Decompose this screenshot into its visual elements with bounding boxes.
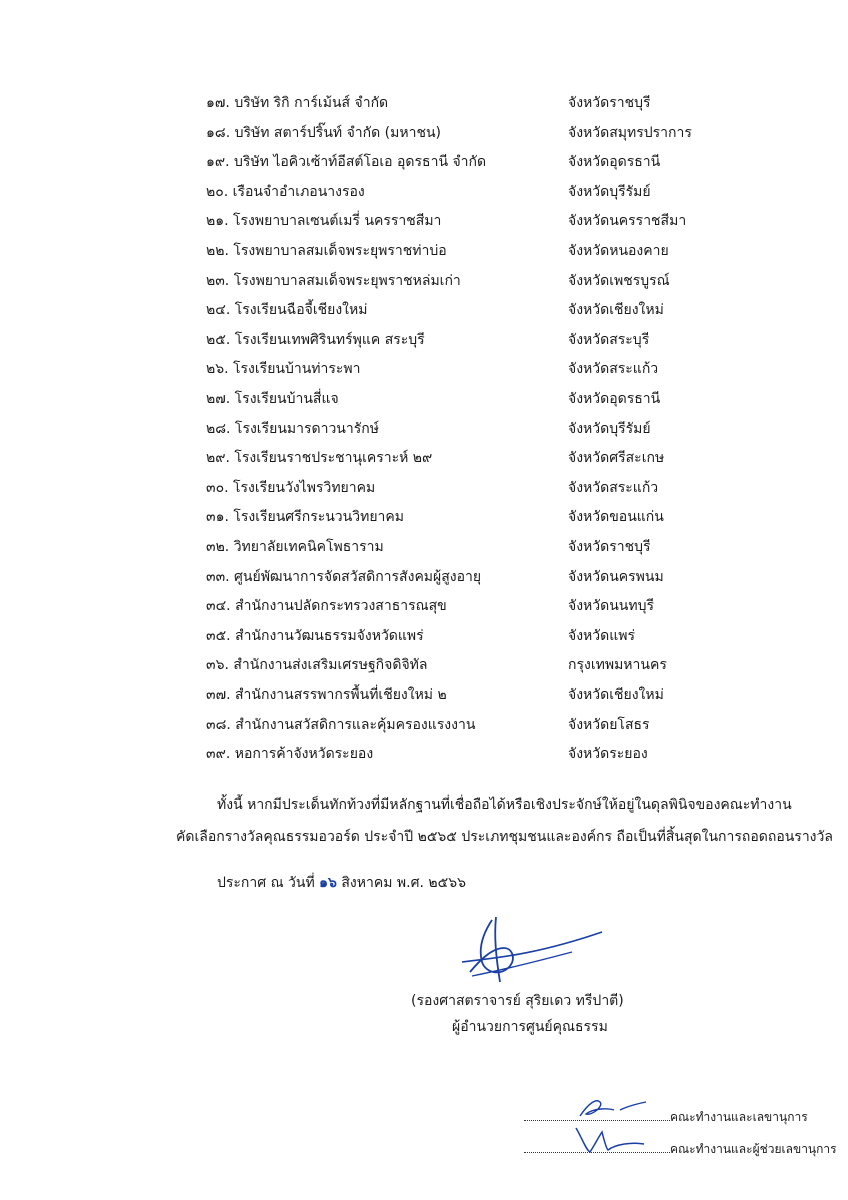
province-name: จังหวัดเพชรบูรณ์ bbox=[568, 272, 670, 289]
organization-name: ๒๐. เรือนจำอำเภอนางรอง bbox=[206, 183, 365, 200]
acknowledgement-label-2: คณะทำงานและผู้ช่วยเลขานุการ bbox=[670, 1142, 837, 1156]
organization-name: ๓๙. หอการค้าจังหวัดระยอง bbox=[206, 746, 374, 763]
organization-name: ๒๘. โรงเรียนมารดาวนารักษ์ bbox=[206, 420, 379, 437]
statement-line-1: ทั้งนี้ หากมีประเด็นทักท้วงที่มีหลักฐานที่เชื่อถือได้หรือเชิงประจักษ์ให้อยู่ในดุลพินิจของคณะทำงาน bbox=[217, 797, 792, 813]
organization-name: ๒๒. โรงพยาบาลสมเด็จพระยุพราชท่าบ่อ bbox=[206, 243, 447, 259]
province-name: จังหวัดนครราชสีมา bbox=[568, 213, 687, 230]
organization-name: ๒๓. โรงพยาบาลสมเด็จพระยุพราชหล่มเก่า bbox=[206, 272, 461, 289]
acknowledgement-line-2 bbox=[524, 1140, 837, 1159]
organization-name: ๑๗. บริษัท ริกิ การ์เม้นส์ จำกัด bbox=[206, 95, 389, 111]
organization-name: ๓๘. สำนักงานสวัสดิการและคุ้มครองแรงงาน bbox=[206, 716, 476, 733]
province-name: จังหวัดสระแก้ว bbox=[568, 361, 659, 378]
province-name: จังหวัดสมุทรปราการ bbox=[568, 124, 692, 141]
province-name: จังหวัดหนองคาย bbox=[568, 243, 669, 259]
province-name: จังหวัดเชียงใหม่ bbox=[568, 687, 664, 703]
announcement-date bbox=[217, 872, 466, 894]
organization-name: ๓๗. สำนักงานสรรพากรพื้นที่เชียงใหม่ ๒ bbox=[206, 687, 447, 703]
announcement-day: ๑๖ bbox=[319, 875, 337, 891]
province-name: จังหวัดสระแก้ว bbox=[568, 479, 659, 496]
list-item bbox=[0, 623, 848, 649]
list-item bbox=[0, 564, 848, 590]
organization-name: ๓๓. ศูนย์พัฒนาการจัดสวัสดิการสังคมผู้สูงอายุ bbox=[206, 568, 482, 585]
organization-name: ๓๑. โรงเรียนศรีกระนวนวิทยาคม bbox=[206, 509, 404, 526]
organization-name: ๒๑. โรงพยาบาลเซนต์เมรี่ นครราชสีมา bbox=[206, 213, 442, 230]
list-item bbox=[0, 593, 848, 619]
dotted-line bbox=[524, 1140, 670, 1153]
list-item bbox=[0, 297, 848, 323]
list-item bbox=[0, 741, 848, 767]
organization-name: ๑๙. บริษัท ไอคิวเซ้าท์อีสต์โอเอ อุดรธานี จำกัด bbox=[206, 154, 487, 171]
province-name: จังหวัดอุดรธานี bbox=[568, 154, 661, 171]
province-name: กรุงเทพมหานคร bbox=[568, 657, 667, 674]
list-item bbox=[0, 356, 848, 382]
province-name: จังหวัดขอนแก่น bbox=[568, 509, 664, 526]
province-name: จังหวัดยโสธร bbox=[568, 716, 650, 733]
organization-name: ๓๒. วิทยาลัยเทคนิคโพธาราม bbox=[206, 539, 384, 555]
province-name: จังหวัดอุดรธานี bbox=[568, 391, 661, 407]
province-name: จังหวัดนครพนม bbox=[568, 568, 664, 585]
organization-name: ๑๘. บริษัท สตาร์ปริ๊นท์ จำกัด (มหาชน) bbox=[206, 124, 441, 141]
list-item bbox=[0, 238, 848, 264]
province-name: จังหวัดสระบุรี bbox=[568, 331, 650, 348]
acknowledgement-label-1: คณะทำงานและเลขานุการ bbox=[670, 1110, 808, 1124]
list-item bbox=[0, 268, 848, 294]
list-item bbox=[0, 120, 848, 146]
list-item bbox=[0, 386, 848, 412]
list-item bbox=[0, 712, 848, 738]
list-item bbox=[0, 90, 848, 116]
announcement-month-year: สิงหาคม พ.ศ. ๒๕๖๖ bbox=[341, 875, 466, 891]
list-item bbox=[0, 652, 848, 678]
organization-name: ๒๖. โรงเรียนบ้านท่าระพา bbox=[206, 361, 361, 378]
announcement-prefix: ประกาศ ณ วันที่ bbox=[217, 875, 315, 891]
organization-name: ๓๖. สำนักงานส่งเสริมเศรษฐกิจดิจิทัล bbox=[206, 657, 428, 674]
list-item bbox=[0, 475, 848, 501]
list-item bbox=[0, 504, 848, 530]
signer-name: (รองศาสตราจารย์ สุริยเดว ทรีปาตี) bbox=[411, 993, 624, 1009]
director-signature bbox=[452, 912, 612, 992]
list-item bbox=[0, 682, 848, 708]
list-item bbox=[0, 327, 848, 353]
province-name: จังหวัดบุรีรัมย์ bbox=[568, 183, 651, 200]
province-name: จังหวัดแพร่ bbox=[568, 627, 635, 644]
organization-name: ๒๙. โรงเรียนราชประชานุเคราะห์ ๒๙ bbox=[206, 450, 433, 467]
list-item bbox=[0, 534, 848, 560]
organization-name: ๓๕. สำนักงานวัฒนธรรมจังหวัดแพร่ bbox=[206, 627, 424, 644]
organization-name: ๒๕. โรงเรียนเทพศิรินทร์พุแค สระบุรี bbox=[206, 331, 425, 348]
organization-name: ๓๐. โรงเรียนวังไพรวิทยาคม bbox=[206, 479, 376, 496]
province-name: จังหวัดราชบุรี bbox=[568, 539, 651, 555]
province-name: จังหวัดศรีสะเกษ bbox=[568, 450, 665, 467]
list-item bbox=[0, 208, 848, 234]
organization-name: ๒๔. โรงเรียนฉือจี้เชียงใหม่ bbox=[206, 302, 368, 319]
list-item bbox=[0, 445, 848, 471]
province-name: จังหวัดระยอง bbox=[568, 746, 648, 763]
province-name: จังหวัดบุรีรัมย์ bbox=[568, 420, 651, 437]
province-name: จังหวัดนนทบุรี bbox=[568, 598, 654, 615]
province-name: จังหวัดเชียงใหม่ bbox=[568, 302, 664, 319]
province-name: จังหวัดราชบุรี bbox=[568, 95, 651, 111]
signer-title: ผู้อำนวยการศูนย์คุณธรรม bbox=[452, 1019, 608, 1035]
organization-name: ๒๗. โรงเรียนบ้านสี่แจ bbox=[206, 391, 339, 407]
organization-name: ๓๔. สำนักงานปลัดกระทรวงสาธารณสุข bbox=[206, 598, 447, 615]
list-item bbox=[0, 416, 848, 442]
dotted-line bbox=[524, 1108, 670, 1121]
list-item bbox=[0, 179, 848, 205]
list-item bbox=[0, 149, 848, 175]
acknowledgement-line-1 bbox=[524, 1108, 808, 1127]
statement-line-2: คัดเลือกรางวัลคุณธรรมอวอร์ด ประจำปี ๒๕๖๕ ประเภทชุมชนและองค์กร ถือเป็นที่สิ้นสุดในการถอดถอนรางวัล bbox=[176, 829, 833, 845]
